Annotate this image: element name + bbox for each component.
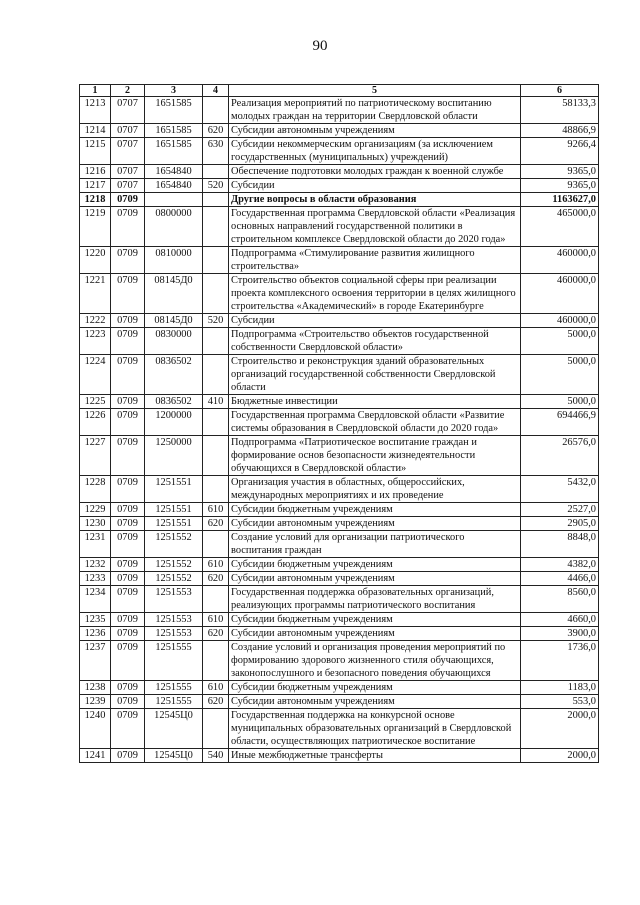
table-row bbox=[80, 558, 599, 572]
section-code-cell: 0707 bbox=[111, 165, 145, 179]
amount-cell: 5000,0 bbox=[521, 395, 599, 409]
row-number-cell: 1233 bbox=[80, 572, 111, 586]
table-row bbox=[80, 179, 599, 193]
target-article-cell: 1250000 bbox=[145, 436, 203, 476]
row-number-cell: 1223 bbox=[80, 328, 111, 355]
item-name-cell: Подпрограмма «Стимулирование развития жилищного строительства» bbox=[229, 247, 521, 274]
expense-type-cell: 610 bbox=[203, 681, 229, 695]
target-article-cell: 0800000 bbox=[145, 207, 203, 247]
item-name-cell: Подпрограмма «Строительство объектов государственной собственности Свердловской области» bbox=[229, 328, 521, 355]
item-name-cell: Субсидии бюджетным учреждениям bbox=[229, 558, 521, 572]
column-header: 4 bbox=[203, 85, 229, 97]
table-row bbox=[80, 247, 599, 274]
row-number-cell: 1225 bbox=[80, 395, 111, 409]
item-name-cell: Создание условий и организация проведения мероприятий по формированию здорового жизненного стиля обучающихся, законопослушного и безопасного поведения обучающихся bbox=[229, 641, 521, 681]
amount-cell: 465000,0 bbox=[521, 207, 599, 247]
amount-cell: 26576,0 bbox=[521, 436, 599, 476]
section-code-cell: 0709 bbox=[111, 749, 145, 763]
section-code-cell: 0709 bbox=[111, 627, 145, 641]
item-name-cell: Субсидии бюджетным учреждениям bbox=[229, 503, 521, 517]
target-article-cell: 1251555 bbox=[145, 695, 203, 709]
row-number-cell: 1238 bbox=[80, 681, 111, 695]
row-number-cell: 1221 bbox=[80, 274, 111, 314]
row-number-cell: 1213 bbox=[80, 97, 111, 124]
target-article-cell: 12545Ц0 bbox=[145, 709, 203, 749]
table-row bbox=[80, 749, 599, 763]
target-article-cell: 1251555 bbox=[145, 641, 203, 681]
section-code-cell: 0709 bbox=[111, 274, 145, 314]
expense-type-cell bbox=[203, 207, 229, 247]
amount-cell: 1163627,0 bbox=[521, 193, 599, 207]
item-name-cell: Строительство объектов социальной сферы при реализации проекта комплексного освоения территории в целях жилищного строительства «Академический» в городе Екатеринбурге bbox=[229, 274, 521, 314]
row-number-cell: 1215 bbox=[80, 138, 111, 165]
target-article-cell: 08145Д0 bbox=[145, 314, 203, 328]
table-row bbox=[80, 709, 599, 749]
table-row bbox=[80, 328, 599, 355]
row-number-cell: 1227 bbox=[80, 436, 111, 476]
expense-type-cell: 610 bbox=[203, 558, 229, 572]
section-code-cell: 0709 bbox=[111, 695, 145, 709]
item-name-cell: Субсидии некоммерческим организациям (за исключением государственных (муниципальных) учреждений) bbox=[229, 138, 521, 165]
target-article-cell: 1251555 bbox=[145, 681, 203, 695]
row-number-cell: 1240 bbox=[80, 709, 111, 749]
amount-cell: 8560,0 bbox=[521, 586, 599, 613]
section-code-cell: 0709 bbox=[111, 558, 145, 572]
amount-cell: 9266,4 bbox=[521, 138, 599, 165]
row-number-cell: 1226 bbox=[80, 409, 111, 436]
target-article-cell: 1200000 bbox=[145, 409, 203, 436]
item-name-cell: Субсидии bbox=[229, 314, 521, 328]
item-name-cell: Субсидии автономным учреждениям bbox=[229, 124, 521, 138]
item-name-cell: Подпрограмма «Патриотическое воспитание граждан и формирование основ безопасности жизнедеятельности обучающихся в Свердловской области» bbox=[229, 436, 521, 476]
table-row bbox=[80, 124, 599, 138]
column-header: 3 bbox=[145, 85, 203, 97]
section-code-cell: 0707 bbox=[111, 138, 145, 165]
section-code-cell: 0709 bbox=[111, 641, 145, 681]
expense-type-cell bbox=[203, 97, 229, 124]
expense-type-cell: 620 bbox=[203, 572, 229, 586]
section-code-cell: 0709 bbox=[111, 436, 145, 476]
amount-cell: 8848,0 bbox=[521, 531, 599, 558]
row-number-cell: 1216 bbox=[80, 165, 111, 179]
table-row bbox=[80, 627, 599, 641]
expense-type-cell bbox=[203, 709, 229, 749]
amount-cell: 5432,0 bbox=[521, 476, 599, 503]
table-row bbox=[80, 165, 599, 179]
table-row bbox=[80, 274, 599, 314]
section-code-cell: 0707 bbox=[111, 179, 145, 193]
expense-type-cell bbox=[203, 409, 229, 436]
column-header: 6 bbox=[521, 85, 599, 97]
amount-cell: 1183,0 bbox=[521, 681, 599, 695]
item-name-cell: Государственная поддержка образовательных организаций, реализующих программы патриотического воспитания bbox=[229, 586, 521, 613]
table-row bbox=[80, 503, 599, 517]
expense-type-cell: 610 bbox=[203, 503, 229, 517]
amount-cell: 553,0 bbox=[521, 695, 599, 709]
item-name-cell: Государственная поддержка на конкурсной основе муниципальных образовательных организаций в Свердловской области, осуществляющих патриотическое воспитание bbox=[229, 709, 521, 749]
target-article-cell: 1651585 bbox=[145, 138, 203, 165]
expense-type-cell bbox=[203, 193, 229, 207]
column-header: 1 bbox=[80, 85, 111, 97]
amount-cell: 5000,0 bbox=[521, 355, 599, 395]
amount-cell: 460000,0 bbox=[521, 314, 599, 328]
amount-cell: 1736,0 bbox=[521, 641, 599, 681]
expense-type-cell: 620 bbox=[203, 695, 229, 709]
section-code-cell: 0709 bbox=[111, 193, 145, 207]
expense-type-cell bbox=[203, 247, 229, 274]
table-row bbox=[80, 436, 599, 476]
expense-type-cell: 540 bbox=[203, 749, 229, 763]
item-name-cell: Субсидии бюджетным учреждениям bbox=[229, 613, 521, 627]
target-article-cell: 1651585 bbox=[145, 97, 203, 124]
table-row bbox=[80, 97, 599, 124]
amount-cell: 2905,0 bbox=[521, 517, 599, 531]
item-name-cell: Государственная программа Свердловской области «Реализация основных направлений государственной политики в строительном комплексе Свердловской области до 2020 года» bbox=[229, 207, 521, 247]
amount-cell: 9365,0 bbox=[521, 165, 599, 179]
row-number-cell: 1232 bbox=[80, 558, 111, 572]
item-name-cell: Обеспечение подготовки молодых граждан к военной службе bbox=[229, 165, 521, 179]
section-code-cell: 0709 bbox=[111, 503, 145, 517]
target-article-cell: 0836502 bbox=[145, 395, 203, 409]
table-header-row bbox=[80, 85, 599, 97]
table-row bbox=[80, 395, 599, 409]
row-number-cell: 1231 bbox=[80, 531, 111, 558]
section-code-cell: 0709 bbox=[111, 207, 145, 247]
table-row bbox=[80, 586, 599, 613]
row-number-cell: 1218 bbox=[80, 193, 111, 207]
row-number-cell: 1219 bbox=[80, 207, 111, 247]
target-article-cell bbox=[145, 193, 203, 207]
amount-cell: 58133,3 bbox=[521, 97, 599, 124]
amount-cell: 4660,0 bbox=[521, 613, 599, 627]
target-article-cell: 1251553 bbox=[145, 586, 203, 613]
item-name-cell: Субсидии bbox=[229, 179, 521, 193]
expense-type-cell bbox=[203, 328, 229, 355]
section-code-cell: 0709 bbox=[111, 314, 145, 328]
amount-cell: 2000,0 bbox=[521, 709, 599, 749]
expense-type-cell: 630 bbox=[203, 138, 229, 165]
row-number-cell: 1224 bbox=[80, 355, 111, 395]
section-code-cell: 0709 bbox=[111, 476, 145, 503]
table-row bbox=[80, 517, 599, 531]
target-article-cell: 1251553 bbox=[145, 613, 203, 627]
target-article-cell: 12545Ц0 bbox=[145, 749, 203, 763]
section-code-cell: 0709 bbox=[111, 395, 145, 409]
table-row bbox=[80, 681, 599, 695]
item-name-cell: Другие вопросы в области образования bbox=[229, 193, 521, 207]
table-row bbox=[80, 476, 599, 503]
section-code-cell: 0709 bbox=[111, 572, 145, 586]
item-name-cell: Субсидии автономным учреждениям bbox=[229, 572, 521, 586]
amount-cell: 4382,0 bbox=[521, 558, 599, 572]
item-name-cell: Строительство и реконструкция зданий образовательных организаций государственной собственности Свердловской области bbox=[229, 355, 521, 395]
table-row bbox=[80, 531, 599, 558]
row-number-cell: 1235 bbox=[80, 613, 111, 627]
table-row bbox=[80, 207, 599, 247]
amount-cell: 3900,0 bbox=[521, 627, 599, 641]
target-article-cell: 1654840 bbox=[145, 179, 203, 193]
budget-table bbox=[79, 84, 599, 763]
section-code-cell: 0709 bbox=[111, 247, 145, 274]
row-number-cell: 1239 bbox=[80, 695, 111, 709]
item-name-cell: Субсидии автономным учреждениям bbox=[229, 695, 521, 709]
item-name-cell: Субсидии бюджетным учреждениям bbox=[229, 681, 521, 695]
expense-type-cell bbox=[203, 476, 229, 503]
expense-type-cell: 620 bbox=[203, 627, 229, 641]
amount-cell: 4466,0 bbox=[521, 572, 599, 586]
item-name-cell: Организация участия в областных, общероссийских, международных мероприятиях и их проведение bbox=[229, 476, 521, 503]
amount-cell: 460000,0 bbox=[521, 274, 599, 314]
expense-type-cell: 620 bbox=[203, 124, 229, 138]
amount-cell: 5000,0 bbox=[521, 328, 599, 355]
target-article-cell: 1251552 bbox=[145, 558, 203, 572]
section-code-cell: 0709 bbox=[111, 517, 145, 531]
item-name-cell: Создание условий для организации патриотического воспитания граждан bbox=[229, 531, 521, 558]
target-article-cell: 1251551 bbox=[145, 503, 203, 517]
target-article-cell: 1651585 bbox=[145, 124, 203, 138]
section-code-cell: 0709 bbox=[111, 709, 145, 749]
column-header: 2 bbox=[111, 85, 145, 97]
item-name-cell: Субсидии автономным учреждениям bbox=[229, 517, 521, 531]
expense-type-cell bbox=[203, 165, 229, 179]
expense-type-cell bbox=[203, 586, 229, 613]
expense-type-cell bbox=[203, 274, 229, 314]
target-article-cell: 1251551 bbox=[145, 517, 203, 531]
item-name-cell: Бюджетные инвестиции bbox=[229, 395, 521, 409]
row-number-cell: 1222 bbox=[80, 314, 111, 328]
section-code-cell: 0709 bbox=[111, 681, 145, 695]
target-article-cell: 1251551 bbox=[145, 476, 203, 503]
target-article-cell: 0836502 bbox=[145, 355, 203, 395]
table-row bbox=[80, 572, 599, 586]
table-row bbox=[80, 641, 599, 681]
section-code-cell: 0707 bbox=[111, 124, 145, 138]
section-code-cell: 0709 bbox=[111, 409, 145, 436]
target-article-cell: 08145Д0 bbox=[145, 274, 203, 314]
row-number-cell: 1241 bbox=[80, 749, 111, 763]
expense-type-cell: 520 bbox=[203, 314, 229, 328]
section-code-cell: 0709 bbox=[111, 586, 145, 613]
expense-type-cell bbox=[203, 531, 229, 558]
table-row bbox=[80, 613, 599, 627]
amount-cell: 460000,0 bbox=[521, 247, 599, 274]
row-number-cell: 1228 bbox=[80, 476, 111, 503]
expense-type-cell: 610 bbox=[203, 613, 229, 627]
row-number-cell: 1229 bbox=[80, 503, 111, 517]
section-code-cell: 0707 bbox=[111, 97, 145, 124]
expense-type-cell bbox=[203, 641, 229, 681]
section-code-cell: 0709 bbox=[111, 531, 145, 558]
row-number-cell: 1234 bbox=[80, 586, 111, 613]
page-number: 90 bbox=[312, 38, 328, 54]
item-name-cell: Государственная программа Свердловской области «Развитие системы образования в Свердловской области до 2020 года» bbox=[229, 409, 521, 436]
expense-type-cell: 620 bbox=[203, 517, 229, 531]
expense-type-cell bbox=[203, 355, 229, 395]
table-row bbox=[80, 355, 599, 395]
section-code-cell: 0709 bbox=[111, 355, 145, 395]
section-code-cell: 0709 bbox=[111, 328, 145, 355]
expense-type-cell: 410 bbox=[203, 395, 229, 409]
amount-cell: 9365,0 bbox=[521, 179, 599, 193]
amount-cell: 2527,0 bbox=[521, 503, 599, 517]
expense-type-cell bbox=[203, 436, 229, 476]
target-article-cell: 0830000 bbox=[145, 328, 203, 355]
column-header: 5 bbox=[229, 85, 521, 97]
target-article-cell: 1251552 bbox=[145, 572, 203, 586]
table-row bbox=[80, 138, 599, 165]
table-row bbox=[80, 314, 599, 328]
item-name-cell: Субсидии автономным учреждениям bbox=[229, 627, 521, 641]
row-number-cell: 1214 bbox=[80, 124, 111, 138]
item-name-cell: Иные межбюджетные трансферты bbox=[229, 749, 521, 763]
row-number-cell: 1230 bbox=[80, 517, 111, 531]
amount-cell: 694466,9 bbox=[521, 409, 599, 436]
section-code-cell: 0709 bbox=[111, 613, 145, 627]
target-article-cell: 1251552 bbox=[145, 531, 203, 558]
amount-cell: 48866,9 bbox=[521, 124, 599, 138]
target-article-cell: 1251553 bbox=[145, 627, 203, 641]
expense-type-cell: 520 bbox=[203, 179, 229, 193]
table-row bbox=[80, 193, 599, 207]
item-name-cell: Реализация мероприятий по патриотическому воспитанию молодых граждан на территории Свердловской области bbox=[229, 97, 521, 124]
row-number-cell: 1236 bbox=[80, 627, 111, 641]
table-row bbox=[80, 695, 599, 709]
row-number-cell: 1217 bbox=[80, 179, 111, 193]
table-row bbox=[80, 409, 599, 436]
target-article-cell: 1654840 bbox=[145, 165, 203, 179]
row-number-cell: 1220 bbox=[80, 247, 111, 274]
row-number-cell: 1237 bbox=[80, 641, 111, 681]
amount-cell: 2000,0 bbox=[521, 749, 599, 763]
target-article-cell: 0810000 bbox=[145, 247, 203, 274]
